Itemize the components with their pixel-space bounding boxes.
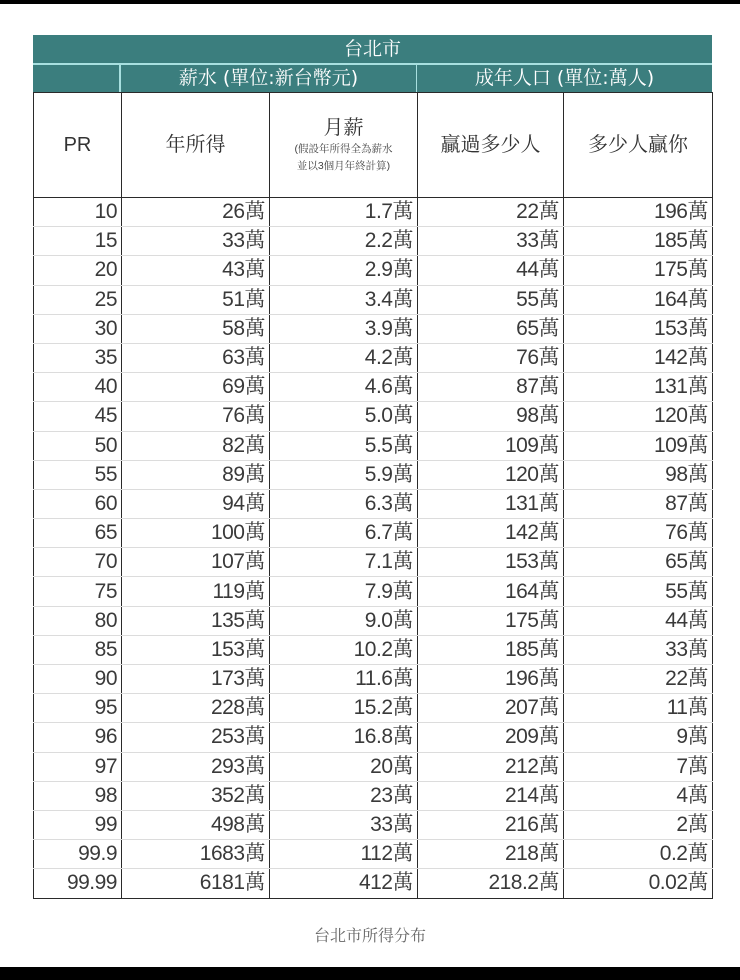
people-beaten-cell: 76萬 [418, 343, 564, 372]
monthly-salary-cell: 412萬 [270, 869, 418, 898]
pr-cell: 75 [34, 577, 122, 606]
column-header-people-beating-you: 多少人贏你 [564, 93, 713, 198]
annual-income-cell: 498萬 [122, 810, 270, 839]
table-row [34, 577, 713, 606]
annual-income-cell: 63萬 [122, 343, 270, 372]
annual-income-cell: 119萬 [122, 577, 270, 606]
people-beating-you-cell: 4萬 [564, 781, 713, 810]
pr-cell: 85 [34, 635, 122, 664]
monthly-salary-cell: 9.0萬 [270, 606, 418, 635]
people-beating-you-cell: 65萬 [564, 548, 713, 577]
pr-cell: 30 [34, 314, 122, 343]
table-row [34, 343, 713, 372]
people-beating-you-cell: 7萬 [564, 752, 713, 781]
annual-income-cell: 100萬 [122, 519, 270, 548]
pr-cell: 96 [34, 723, 122, 752]
people-beating-you-cell: 120萬 [564, 402, 713, 431]
monthly-salary-cell: 33萬 [270, 810, 418, 839]
monthly-salary-cell: 5.0萬 [270, 402, 418, 431]
monthly-salary-cell: 20萬 [270, 752, 418, 781]
people-beaten-cell: 55萬 [418, 285, 564, 314]
pr-cell: 70 [34, 548, 122, 577]
annual-income-cell: 76萬 [122, 402, 270, 431]
monthly-salary-cell: 7.1萬 [270, 548, 418, 577]
annual-income-cell: 89萬 [122, 460, 270, 489]
pr-cell: 65 [34, 519, 122, 548]
people-beating-you-cell: 2萬 [564, 810, 713, 839]
table-row [34, 723, 713, 752]
people-beaten-cell: 185萬 [418, 635, 564, 664]
table-row [34, 402, 713, 431]
column-header-pr: PR [34, 93, 122, 198]
pr-cell: 80 [34, 606, 122, 635]
monthly-salary-cell: 2.2萬 [270, 227, 418, 256]
annual-income-cell: 33萬 [122, 227, 270, 256]
table-row [34, 431, 713, 460]
annual-income-cell: 1683萬 [122, 840, 270, 869]
annual-income-cell: 26萬 [122, 198, 270, 227]
people-beaten-cell: 214萬 [418, 781, 564, 810]
people-beating-you-cell: 0.2萬 [564, 840, 713, 869]
monthly-salary-note-line1: (假設年所得全為薪水 [294, 143, 393, 155]
people-beating-you-cell: 44萬 [564, 606, 713, 635]
table-row [34, 198, 713, 227]
data-table [33, 92, 713, 899]
monthly-salary-cell: 5.5萬 [270, 431, 418, 460]
monthly-salary-cell: 3.9萬 [270, 314, 418, 343]
pr-cell: 99.9 [34, 840, 122, 869]
annual-income-cell: 228萬 [122, 694, 270, 723]
pr-cell: 98 [34, 781, 122, 810]
annual-income-cell: 107萬 [122, 548, 270, 577]
monthly-salary-cell: 6.7萬 [270, 519, 418, 548]
table-row [34, 256, 713, 285]
people-beating-you-cell: 22萬 [564, 665, 713, 694]
annual-income-cell: 94萬 [122, 489, 270, 518]
pr-cell: 15 [34, 227, 122, 256]
monthly-salary-note-line2: 並以3個月年終計算) [296, 160, 391, 172]
people-beaten-cell: 209萬 [418, 723, 564, 752]
group-header-adult-population: 成年人口 (單位:萬人) [474, 67, 655, 89]
annual-income-cell: 69萬 [122, 373, 270, 402]
table-row [34, 694, 713, 723]
monthly-salary-cell: 4.2萬 [270, 343, 418, 372]
monthly-salary-cell: 1.7萬 [270, 198, 418, 227]
people-beating-you-cell: 185萬 [564, 227, 713, 256]
pr-cell: 97 [34, 752, 122, 781]
monthly-salary-cell: 10.2萬 [270, 635, 418, 664]
people-beaten-cell: 33萬 [418, 227, 564, 256]
people-beaten-cell: 87萬 [418, 373, 564, 402]
pr-cell: 50 [34, 431, 122, 460]
people-beating-you-cell: 76萬 [564, 519, 713, 548]
people-beaten-cell: 109萬 [418, 431, 564, 460]
annual-income-cell: 6181萬 [122, 869, 270, 898]
pr-cell: 20 [34, 256, 122, 285]
table-row [34, 606, 713, 635]
monthly-salary-cell: 15.2萬 [270, 694, 418, 723]
pr-cell: 60 [34, 489, 122, 518]
annual-income-cell: 135萬 [122, 606, 270, 635]
people-beaten-cell: 65萬 [418, 314, 564, 343]
people-beating-you-cell: 11萬 [564, 694, 713, 723]
people-beaten-cell: 196萬 [418, 665, 564, 694]
annual-income-cell: 43萬 [122, 256, 270, 285]
city-title-band: 台北市 [33, 35, 712, 65]
table-row [34, 840, 713, 869]
monthly-salary-cell: 3.4萬 [270, 285, 418, 314]
figure-caption: 台北市所得分布 [313, 926, 426, 945]
pr-cell: 25 [34, 285, 122, 314]
annual-income-cell: 82萬 [122, 431, 270, 460]
annual-income-cell: 253萬 [122, 723, 270, 752]
people-beaten-cell: 98萬 [418, 402, 564, 431]
pr-cell: 45 [34, 402, 122, 431]
pr-cell: 40 [34, 373, 122, 402]
table-row [34, 752, 713, 781]
people-beating-you-cell: 33萬 [564, 635, 713, 664]
monthly-salary-cell: 4.6萬 [270, 373, 418, 402]
monthly-salary-cell: 2.9萬 [270, 256, 418, 285]
people-beaten-cell: 212萬 [418, 752, 564, 781]
table-row [34, 489, 713, 518]
table-row [34, 227, 713, 256]
people-beaten-cell: 218萬 [418, 840, 564, 869]
bottom-black-bar [0, 967, 740, 980]
column-header-row [34, 93, 713, 198]
top-black-bar [0, 0, 740, 4]
pr-cell: 35 [34, 343, 122, 372]
monthly-salary-cell: 16.8萬 [270, 723, 418, 752]
people-beating-you-cell: 0.02萬 [564, 869, 713, 898]
people-beating-you-cell: 142萬 [564, 343, 713, 372]
column-header-people-beaten: 贏過多少人 [418, 93, 564, 198]
people-beaten-cell: 22萬 [418, 198, 564, 227]
people-beaten-cell: 142萬 [418, 519, 564, 548]
pr-cell: 99 [34, 810, 122, 839]
people-beaten-cell: 44萬 [418, 256, 564, 285]
column-header-monthly-salary: 月薪 (假設年所得全為薪水 並以3個月年終計算) [270, 93, 418, 198]
table-row [34, 519, 713, 548]
people-beating-you-cell: 175萬 [564, 256, 713, 285]
people-beaten-cell: 207萬 [418, 694, 564, 723]
monthly-salary-cell: 112萬 [270, 840, 418, 869]
people-beating-you-cell: 55萬 [564, 577, 713, 606]
people-beaten-cell: 131萬 [418, 489, 564, 518]
people-beating-you-cell: 196萬 [564, 198, 713, 227]
pr-cell: 55 [34, 460, 122, 489]
pr-cell: 10 [34, 198, 122, 227]
income-distribution-table [33, 35, 712, 899]
annual-income-cell: 51萬 [122, 285, 270, 314]
monthly-salary-cell: 23萬 [270, 781, 418, 810]
table-row [34, 460, 713, 489]
table-row [34, 781, 713, 810]
column-header-annual-income: 年所得 [122, 93, 270, 198]
annual-income-cell: 173萬 [122, 665, 270, 694]
table-row [34, 635, 713, 664]
table-row [34, 285, 713, 314]
monthly-salary-cell: 11.6萬 [270, 665, 418, 694]
people-beaten-cell: 153萬 [418, 548, 564, 577]
group-header-empty [33, 65, 121, 92]
pr-cell: 90 [34, 665, 122, 694]
people-beaten-cell: 175萬 [418, 606, 564, 635]
annual-income-cell: 293萬 [122, 752, 270, 781]
table-body [34, 198, 713, 899]
annual-income-cell: 153萬 [122, 635, 270, 664]
people-beaten-cell: 218.2萬 [418, 869, 564, 898]
annual-income-cell: 58萬 [122, 314, 270, 343]
annual-income-cell: 352萬 [122, 781, 270, 810]
people-beating-you-cell: 109萬 [564, 431, 713, 460]
people-beating-you-cell: 87萬 [564, 489, 713, 518]
pr-cell: 99.99 [34, 869, 122, 898]
group-header-band [33, 65, 712, 92]
people-beaten-cell: 216萬 [418, 810, 564, 839]
monthly-salary-cell: 6.3萬 [270, 489, 418, 518]
people-beating-you-cell: 131萬 [564, 373, 713, 402]
table-row [34, 548, 713, 577]
people-beating-you-cell: 153萬 [564, 314, 713, 343]
people-beaten-cell: 120萬 [418, 460, 564, 489]
people-beating-you-cell: 164萬 [564, 285, 713, 314]
monthly-salary-cell: 7.9萬 [270, 577, 418, 606]
people-beating-you-cell: 9萬 [564, 723, 713, 752]
group-header-salary: 薪水 (單位:新台幣元) [121, 65, 417, 92]
table-row [34, 373, 713, 402]
table-row [34, 665, 713, 694]
monthly-salary-cell: 5.9萬 [270, 460, 418, 489]
table-row [34, 314, 713, 343]
table-row [34, 869, 713, 898]
people-beaten-cell: 164萬 [418, 577, 564, 606]
pr-cell: 95 [34, 694, 122, 723]
table-row [34, 810, 713, 839]
people-beating-you-cell: 98萬 [564, 460, 713, 489]
